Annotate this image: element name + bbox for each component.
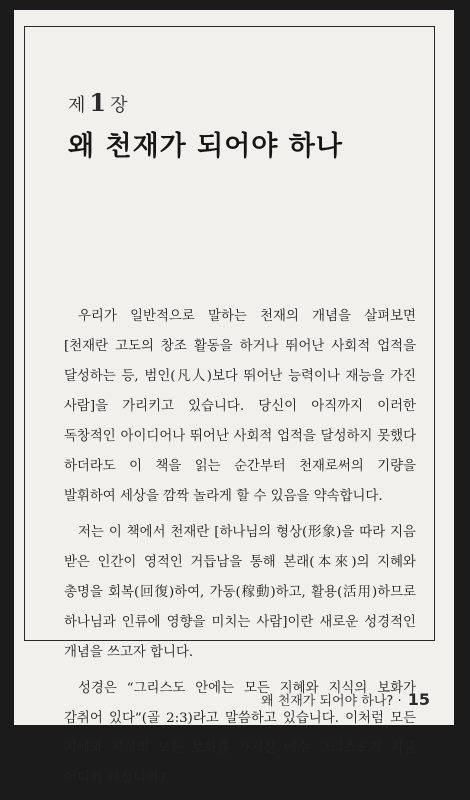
paragraph: 우리가 일반적으로 말하는 천재의 개념을 살펴보면 [천재란 고도의 창조 활동을 하거나 뛰어난 사회적 업적을 달성하는 등, 범인(凡人)보다 뛰어난 능력이나 재능을 가진 사람]을 가리키고 있습니다. 당신이 아직까지 이러한 독창적인 아이디어나 뛰어난 사회적 업적을 달성하지 못했다 하더라도 이 책을 읽는 순간부터 천재로써의 기량을 발휘하여 세상을 깜짝 놀라게 할 수 있음을 약속합니다. bbox=[64, 309, 416, 504]
chapter-label bbox=[68, 88, 128, 117]
paragraph: 성경은 “그리스도 안에는 모든 지혜와 지식의 보화가 감취어 있다”(골 2:3)라고 말씀하고 있습니다. 이처럼 모든 지혜와 지식의 모든 보화를 가지신 예수 그리스도가 지금 어디에 계십니까? bbox=[64, 681, 416, 786]
chapter-number: 1 bbox=[89, 88, 108, 117]
page-footer bbox=[261, 690, 430, 709]
page-number: 15 bbox=[407, 690, 430, 709]
paragraph: 저는 이 책에서 천재란 [하나님의 형상(形象)을 따라 지음 받은 인간이 영적인 거듭남을 통해 본래(本來)의 지혜와 총명을 회복(回復)하여, 가동(稼動)하고, 활용(活用)하므로 하나님과 인류에 영향을 미치는 사람]이란 새로운 성경적인 개념을 쓰고자 합니다. bbox=[64, 525, 416, 660]
running-title: 왜 천재가 되어야 하나? · bbox=[261, 694, 402, 709]
book-page bbox=[14, 10, 454, 786]
chapter-prefix: 제 bbox=[68, 95, 87, 116]
chapter-suffix: 장 bbox=[110, 95, 129, 116]
chapter-title: 왜 천재가 되어야 하나 bbox=[68, 131, 343, 162]
body-text bbox=[64, 302, 416, 800]
